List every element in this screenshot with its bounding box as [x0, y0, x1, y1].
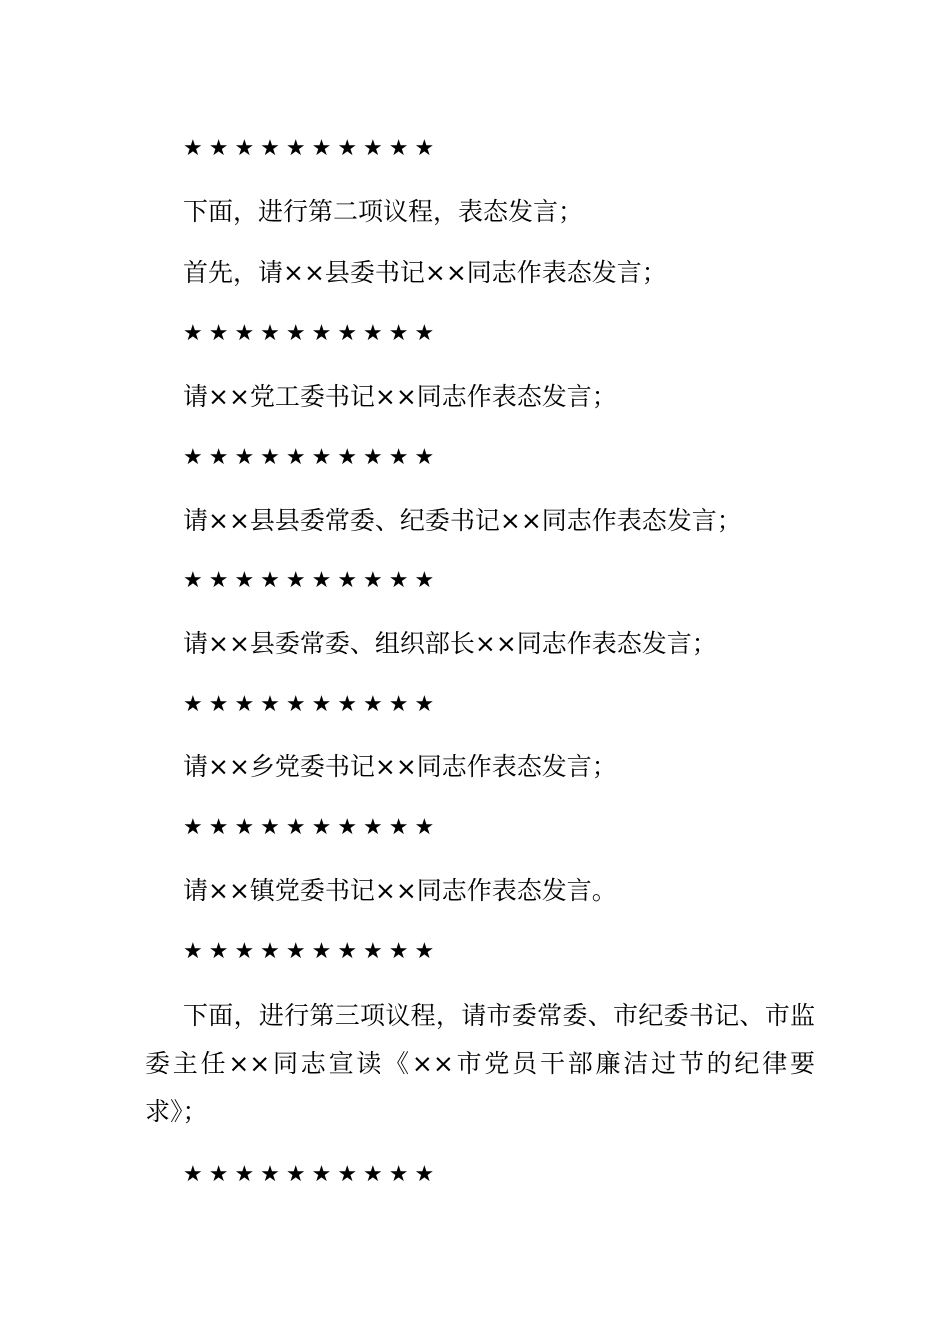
agenda-line: 请××县县委常委、纪委书记××同志作表态发言； — [183, 506, 742, 535]
star-separator: ★★★★★★★★★★ — [183, 445, 441, 470]
star-separator: ★★★★★★★★★★ — [183, 815, 441, 840]
star-separator: ★★★★★★★★★★ — [183, 136, 441, 161]
agenda-line: 首先，请××县委书记××同志作表态发言； — [183, 258, 667, 287]
agenda-line: 下面，进行第二项议程，表态发言； — [183, 197, 584, 226]
star-separator: ★★★★★★★★★★ — [183, 692, 441, 717]
agenda-line: 请××县委常委、组织部长××同志作表态发言； — [183, 629, 717, 658]
agenda-line: 请××党工委书记××同志作表态发言； — [183, 382, 617, 411]
star-separator: ★★★★★★★★★★ — [183, 939, 441, 964]
star-separator: ★★★★★★★★★★ — [183, 321, 441, 346]
agenda-paragraph: 下面，进行第三项议程，请市委常委、市纪委书记、市监委主任××同志宣读《××市党员干部廉洁过节的纪律要求》； — [145, 1001, 815, 1126]
agenda-line: 请××乡党委书记××同志作表态发言； — [183, 752, 617, 781]
star-separator: ★★★★★★★★★★ — [183, 1162, 441, 1187]
agenda-line: 请××镇党委书记××同志作表态发言。 — [183, 876, 617, 905]
star-separator: ★★★★★★★★★★ — [183, 568, 441, 593]
